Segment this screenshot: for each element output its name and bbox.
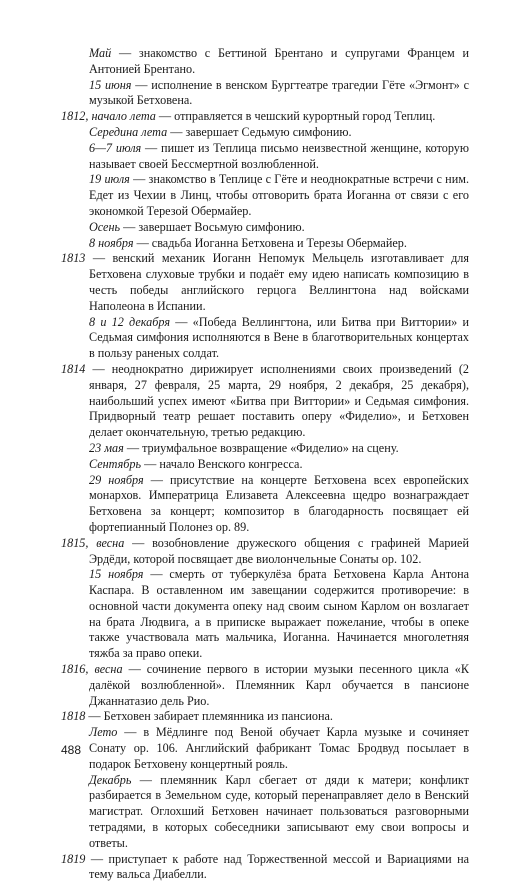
entry-text: — завершает Седьмую симфонию. bbox=[167, 124, 352, 139]
entry-date: 1819 bbox=[61, 851, 86, 866]
entry-text: — начало Венского конгресса. bbox=[141, 456, 303, 471]
entry-text: — «Победа Веллингтона, или Битва при Виттории» и Седьмая симфония исполняются в Вене в благотворительных концертах в пользу раненых солдат. bbox=[89, 314, 469, 361]
entry-date: Лето bbox=[89, 725, 118, 740]
entry-date: Осень bbox=[89, 219, 121, 234]
entry-date: 29 ноября bbox=[89, 472, 144, 487]
entry-text: — знакомство с Беттиной Брентано и супругами Францем и Антонией Брентано. bbox=[89, 46, 469, 76]
chronology-entry bbox=[61, 141, 469, 173]
chronology-entry bbox=[61, 473, 469, 536]
chronology-entry bbox=[61, 46, 469, 78]
entry-text: — отправляется в чешский курортный город Теплиц. bbox=[155, 109, 436, 124]
entry-text: — присутствие на концерте Бетховена всех европейских монархов. Императрица Елизавета Алексеевна щедро вознаграждает Бетховена за концерт; композитор в благодарность посвящает ей фортепианный Полонез ор. 89. bbox=[89, 472, 469, 534]
entry-text: — завершает Восьмую симфонию. bbox=[120, 219, 305, 234]
entry-date: 1815, весна bbox=[61, 535, 125, 550]
entry-date: 1813 bbox=[61, 251, 86, 266]
chronology-entry bbox=[61, 172, 469, 219]
chronology-entry bbox=[61, 125, 469, 141]
entry-date: 1818 bbox=[61, 709, 86, 724]
entry-text: — Бетховен забирает племянника из пансиона. bbox=[85, 709, 333, 724]
chronology-entry bbox=[61, 725, 469, 772]
entry-text: — венский механик Иоганн Непомук Мельцель изготавливает для Бетховена слуховые трубки и подаёт ему идею написать композицию в честь победы английского герцога Веллингтона над войсками Наполеона в Испании. bbox=[85, 251, 469, 313]
entry-date: 1814 bbox=[61, 361, 86, 376]
entry-text: — возобновление дружеского общения с графиней Марией Эрдёди, которой посвящает две виолончельные Сонаты ор. 102. bbox=[89, 535, 469, 566]
chronology-entry bbox=[61, 567, 469, 662]
page-number: 488 bbox=[61, 743, 82, 757]
entry-date: 8 и 12 декабря bbox=[89, 314, 170, 329]
chronology-entry bbox=[61, 662, 469, 709]
entry-text: — приступает к работе над Торжественной мессой и Вариациями на тему вальса Диабелли. bbox=[85, 851, 469, 882]
entry-text: — в Мёдлинге под Веной обучает Карла музыке и сочиняет Сонату ор. 106. Английский фабрикант Томас Бродвуд посылает в подарок Бетховену концертный рояль. bbox=[89, 725, 469, 771]
entry-text: — свадьба Иоганна Бетховена и Терезы Обермайер. bbox=[133, 235, 407, 250]
chronology-text bbox=[61, 46, 469, 883]
entry-text: — неоднократно дирижирует исполнениями своих произведений (2 января, 27 февраля, 25 марта, 29 ноября, 2 декабря, 25 декабря), наибольший успех имеют «Битва при Виттории» и Седьмая симфония. Придворный театр решает поставить оперу «Фиделио», и Бетховен делает окончательную, третью редакцию. bbox=[85, 361, 469, 440]
chronology-entry bbox=[61, 109, 469, 125]
chronology-entry bbox=[61, 773, 469, 852]
chronology-entry bbox=[61, 457, 469, 473]
entry-text: — сочинение первого в истории музыки песенного цикла «К далёкой возлюбленной». Племянник Карл обучается в пансионе Джаннатазио дель Рио. bbox=[89, 662, 469, 708]
entry-text: — пишет из Теплица письмо неизвестной женщине, которую называет своей Бессмертной возлюбленной. bbox=[89, 140, 469, 171]
entry-date: Май bbox=[89, 46, 112, 60]
entry-text: — исполнение в венском Бургтеатре трагедии Гёте «Эгмонт» с музыкой Бетховена. bbox=[89, 77, 470, 108]
chronology-entry bbox=[61, 220, 469, 236]
chronology-entry bbox=[61, 852, 469, 883]
chronology-entry bbox=[61, 536, 469, 568]
entry-text: — знакомство в Теплице с Гёте и неоднократные встречи с ним. Едет из Чехии в Линц, чтобы отговорить брата Иоганна от связи с его экономкой Терезой Обермайер. bbox=[89, 172, 469, 218]
chronology-entry bbox=[61, 78, 469, 110]
entry-date: 1816, весна bbox=[61, 662, 123, 677]
entry-text: — племянник Карл сбегает от дяди к матери; конфликт разбирается в Земельном суде, который перенаправляет дело в Венский магистрат. Оглохший Бетховен начинает пользоваться разговорными тетрадями, в которых собеседники записывают ему свои вопросы и ответы. bbox=[89, 772, 469, 850]
entry-date: Декабрь bbox=[89, 772, 132, 787]
chronology-entry bbox=[61, 709, 469, 725]
chronology-entry bbox=[61, 251, 469, 314]
entry-date: 19 июля bbox=[89, 172, 130, 187]
chronology-entry bbox=[61, 315, 469, 362]
entry-date: 1812, начало лета bbox=[61, 109, 156, 124]
entry-date: 6—7 июля bbox=[89, 140, 142, 155]
entry-date: 8 ноября bbox=[89, 235, 134, 250]
chronology-entry bbox=[61, 362, 469, 441]
entry-date: Середина лета bbox=[89, 124, 168, 139]
chronology-entry bbox=[61, 236, 469, 252]
entry-date: 15 ноября bbox=[89, 567, 144, 582]
entry-text: — триумфальное возвращение «Фиделио» на сцену. bbox=[123, 440, 399, 455]
entry-date: Сентябрь bbox=[89, 456, 142, 471]
entry-date: 15 июня bbox=[89, 77, 132, 92]
entry-text: — смерть от туберкулёза брата Бетховена Карла Антона Каспара. В оставленном им завещании содержится противоречие: в основной части документа опеку над своим сыном Карлом он возлагает на брата Людвига, а в приписке выражает пожелание, чтобы в опеке также участвовала мать мальчика, Иоганна. Начинается многолетняя тяжба за право опеки. bbox=[89, 567, 470, 661]
entry-date: 23 мая bbox=[89, 440, 124, 455]
chronology-entry bbox=[61, 441, 469, 457]
